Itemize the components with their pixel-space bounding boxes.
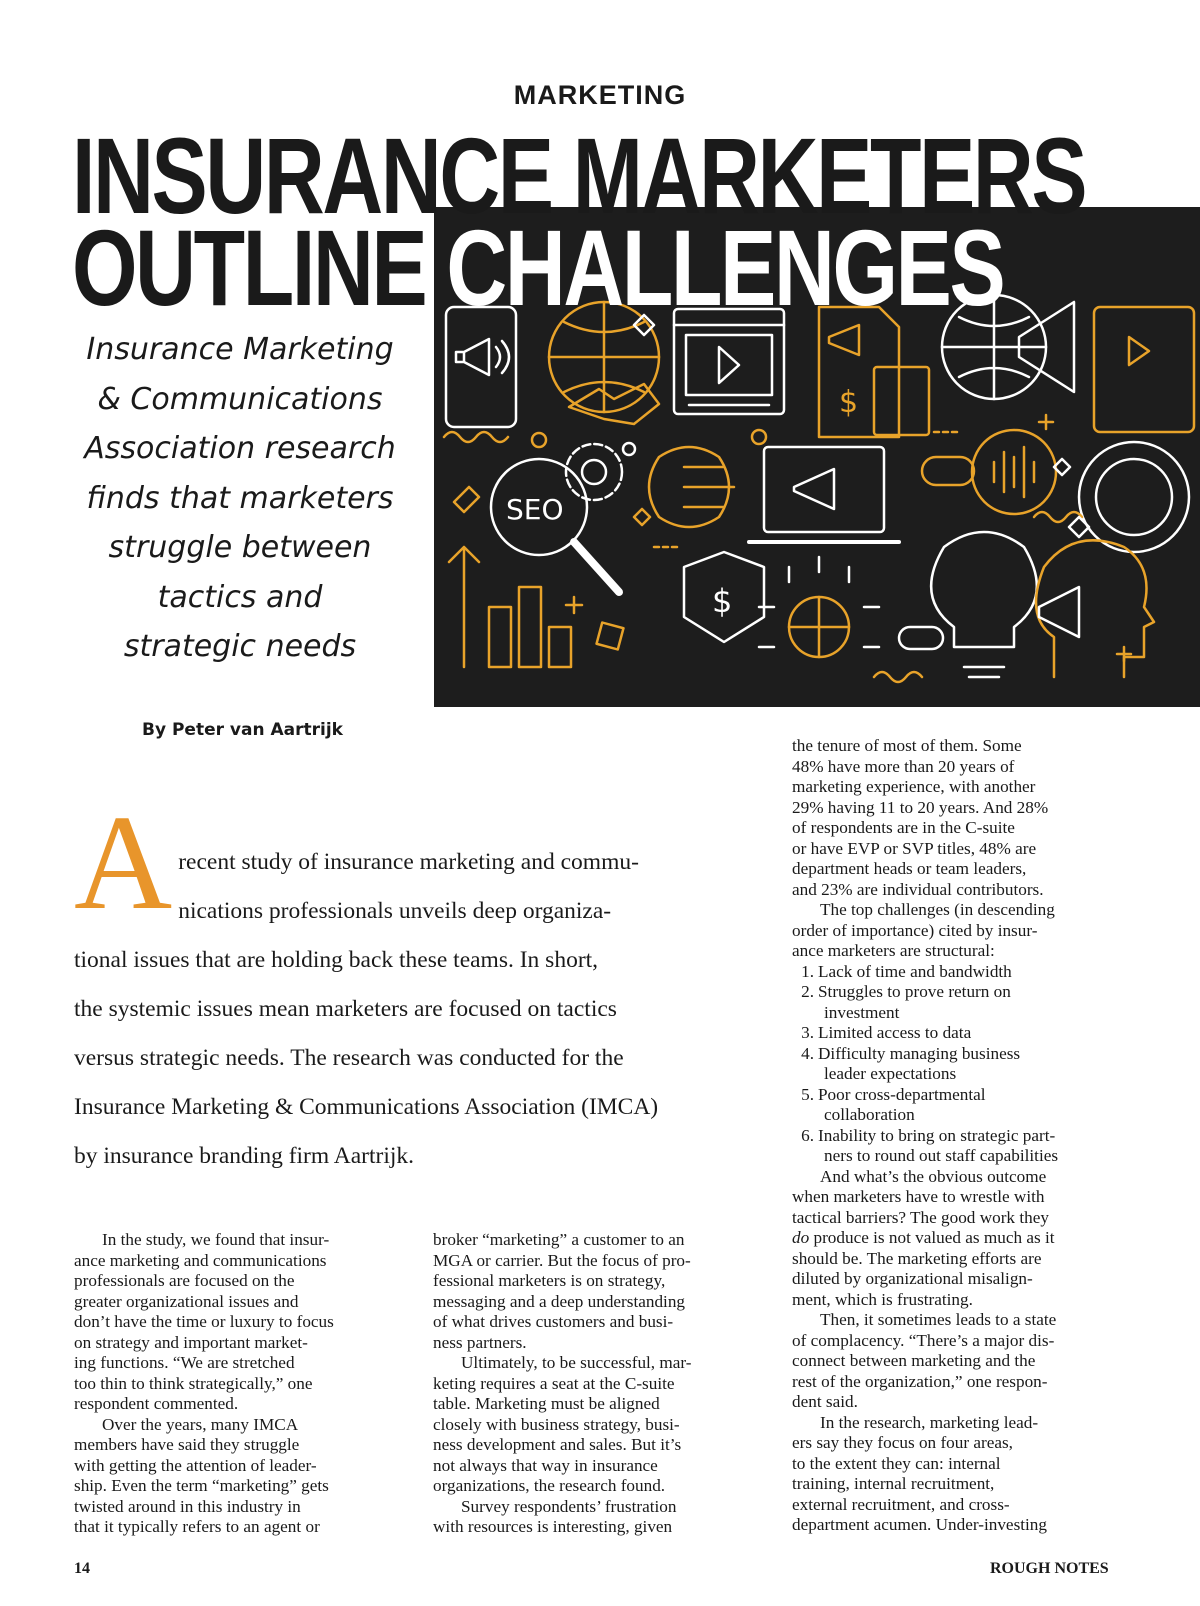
text-line: diluted by organizational misalign-	[792, 1269, 1033, 1288]
bar-chart-icon	[449, 547, 479, 667]
text-line: of respondents are in the C-suite	[792, 818, 1015, 837]
lead-line: recent study of insurance marketing and commu-	[178, 849, 639, 875]
text-line: when marketers have to wrestle with	[792, 1187, 1045, 1206]
list-item: 4. Difficulty managing business leader expectations	[801, 1043, 1021, 1083]
lead-line: nications professionals unveils deep organiza-	[178, 898, 612, 924]
section-label: MARKETING	[513, 80, 687, 110]
lead-line: Insurance Marketing & Communications Association (IMCA)	[74, 1094, 659, 1120]
text-line: and 23% are individual contributors.	[792, 879, 1044, 899]
text-line: should be. The marketing efforts are	[792, 1248, 1042, 1268]
laptop-icon	[764, 447, 884, 532]
deck-line: & Communications	[97, 381, 383, 417]
text-line: ness development and sales. But it’s	[433, 1435, 682, 1454]
paragraph	[74, 1415, 414, 1538]
paragraph	[433, 1230, 773, 1353]
list-item: 3. Limited access to data	[801, 1023, 972, 1042]
text-line: tactical barriers? The good work they	[792, 1207, 1049, 1227]
text-line: do produce is not valued as much as it	[792, 1228, 1055, 1247]
svg-text:$: $	[839, 385, 859, 420]
text-line: ance marketers are structural:	[792, 941, 995, 960]
megaphone-icon	[456, 339, 489, 375]
drop-cap: A	[74, 788, 173, 938]
headline-word-outline: OUTLINE	[72, 207, 447, 328]
text-line: with resources is interesting, given	[433, 1517, 673, 1536]
head-megaphone-icon	[1036, 540, 1154, 677]
lead-line: versus strategic needs. The research was conducted for the	[74, 1045, 624, 1071]
text-line: training, internal recruitment,	[792, 1474, 995, 1493]
paragraph	[792, 1167, 1132, 1311]
headline-line-2	[72, 207, 1004, 328]
text-line: ment, which is frustrating.	[792, 1289, 973, 1309]
text-line: respondent commented.	[74, 1394, 239, 1413]
text-line: Survey respondents’ frustration	[461, 1496, 677, 1516]
body-column-2	[433, 1230, 773, 1538]
deck-line: Association research	[84, 431, 396, 466]
text-line: 29% having 11 to 20 years. And 28%	[792, 797, 1049, 817]
text-line: external recruitment, and cross-	[792, 1494, 1010, 1514]
text-line: too thin to think strategically,” one	[74, 1373, 313, 1393]
text-line: table. Marketing must be aligned	[433, 1394, 660, 1413]
text-line: 48% have more than 20 years of	[792, 756, 1015, 776]
text-line: connect between marketing and the	[792, 1351, 1036, 1370]
text-line: ness partners.	[433, 1332, 527, 1352]
tablet-icon	[1094, 307, 1194, 432]
text-line: professionals are focused on the	[74, 1271, 295, 1290]
deck-line: tactics and	[157, 579, 323, 615]
list-item: 2. Struggles to prove return on investment	[801, 982, 1011, 1022]
paragraph	[792, 1310, 1132, 1413]
text-line: ship. Even the term “marketing” gets	[74, 1476, 329, 1495]
text-line: ing functions. “We are stretched	[74, 1353, 295, 1372]
text-line: on strategy and important market-	[74, 1332, 308, 1352]
paragraph	[74, 1230, 414, 1415]
paragraph	[792, 736, 1132, 900]
text-line: department acumen. Under-investing	[792, 1515, 1047, 1534]
text-line: greater organizational issues and	[74, 1291, 299, 1311]
text-line: fessional marketers is on strategy,	[433, 1271, 666, 1290]
svg-text:SEO: SEO	[506, 493, 564, 526]
paragraph	[792, 1413, 1132, 1536]
deck-line: struggle between	[108, 530, 372, 565]
text-line: order of importance) cited by insur-	[792, 920, 1038, 940]
text-line: of complacency. “There’s a major dis-	[792, 1330, 1055, 1350]
text-line: ance marketing and communications	[74, 1250, 327, 1270]
text-line: Ultimately, to be successful, mar-	[461, 1353, 692, 1372]
text-line: members have said they struggle	[74, 1435, 300, 1454]
list-item: 5. Poor cross-departmental collaboration	[801, 1084, 986, 1124]
publication-name: ROUGH NOTES	[990, 1560, 1109, 1577]
headline-word-challenges: CHALLENGES	[446, 207, 1004, 328]
text-line: rest of the organization,” one respon-	[792, 1371, 1048, 1391]
lead-line: by insurance branding firm Aartrijk.	[74, 1143, 415, 1169]
text-line: don’t have the time or luxury to focus	[74, 1312, 334, 1331]
headline-line-1: INSURANCE MARKETERS	[72, 115, 1086, 236]
text-line: And what’s the obvious outcome	[820, 1166, 1047, 1186]
paragraph	[792, 900, 1132, 962]
text-line: closely with business strategy, busi-	[433, 1414, 680, 1434]
text-line: not always that way in insurance	[433, 1455, 658, 1475]
calculator-icon	[874, 367, 929, 435]
svg-text:$: $	[712, 582, 733, 620]
list-item: 6. Inability to bring on strategic part- ners to round out staff capabilities	[801, 1125, 1059, 1165]
squiggle-decoration	[444, 432, 508, 442]
text-line: that it typically refers to an agent or	[74, 1517, 320, 1536]
body-column-1	[74, 1230, 414, 1538]
text-line: department heads or team leaders,	[792, 859, 1027, 878]
text-line: or have EVP or SVP titles, 48% are	[792, 838, 1037, 858]
lightbulb-icon	[931, 532, 1037, 647]
text-line: with getting the attention of leader-	[74, 1455, 317, 1475]
page-number: 14	[74, 1560, 90, 1577]
deck-line: Insurance Marketing	[86, 332, 394, 367]
text-line: The top challenges (in descending	[820, 900, 1055, 919]
text-line: MGA or carrier. But the focus of pro-	[433, 1250, 691, 1270]
text-line: broker “marketing” a customer to an	[433, 1230, 685, 1249]
text-line: In the study, we found that insur-	[102, 1230, 330, 1249]
text-line: marketing experience, with another	[792, 777, 1036, 796]
body-column-3	[792, 736, 1132, 1536]
text-line: the tenure of most of them. Some	[792, 736, 1022, 755]
paragraph	[433, 1497, 773, 1538]
gear-icon	[566, 444, 622, 500]
text-line: organizations, the research found.	[433, 1476, 666, 1495]
text-line: ers say they focus on four areas,	[792, 1433, 1013, 1452]
text-line: dent said.	[792, 1392, 858, 1411]
text-line: messaging and a deep understanding	[433, 1291, 686, 1311]
text-line: In the research, marketing lead-	[820, 1412, 1039, 1432]
text-line: of what drives customers and busi-	[433, 1312, 674, 1331]
lead-line: the systemic issues mean marketers are focused on tactics	[74, 996, 617, 1022]
deck-line: strategic needs	[123, 629, 357, 664]
deck	[60, 325, 420, 672]
text-line: twisted around in this industry in	[74, 1496, 301, 1516]
text-line: Then, it sometimes leads to a state	[820, 1310, 1057, 1329]
byline: By Peter van Aartrijk	[142, 720, 343, 740]
paragraph	[433, 1353, 773, 1497]
text-line: Over the years, many IMCA	[102, 1414, 299, 1434]
lead-paragraph	[74, 788, 774, 1181]
challenges-list	[792, 962, 1132, 1167]
list-item: 1. Lack of time and bandwidth	[801, 961, 1012, 981]
text-line: keting requires a seat at the C-suite	[433, 1373, 675, 1393]
deck-line: finds that marketers	[86, 480, 394, 516]
lead-line: tional issues that are holding back these teams. In short,	[74, 947, 599, 973]
text-line: to the extent they can: internal	[792, 1453, 1001, 1473]
